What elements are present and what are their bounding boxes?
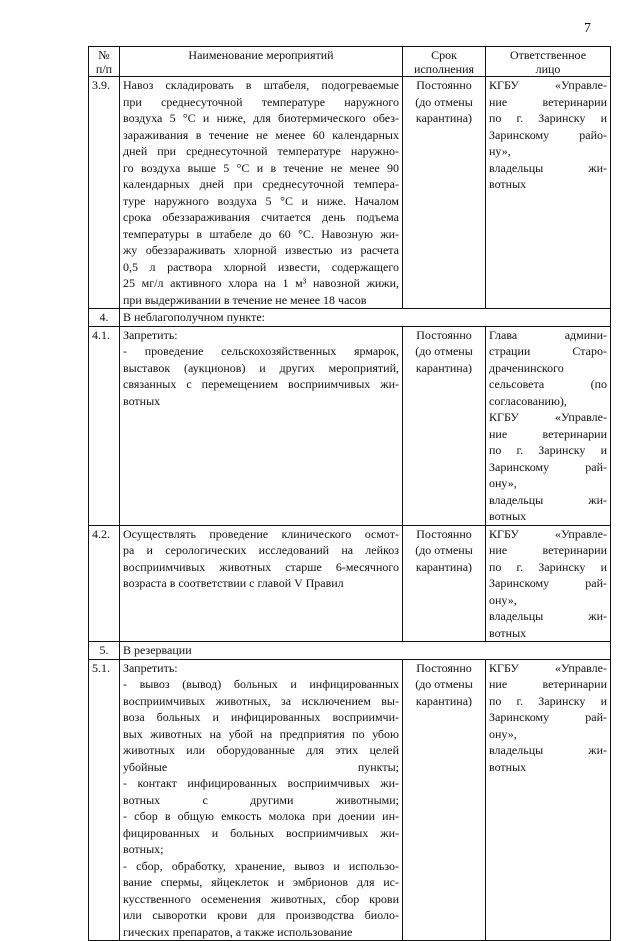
- term-text-line: Постоянно: [416, 660, 472, 675]
- measure-text-line: вотных: [123, 393, 161, 408]
- responsible-text-line: страции Старо-: [489, 344, 607, 358]
- section-row: [89, 642, 611, 660]
- measure-text-line: при выдерживании в течение не менее 18 часов: [123, 292, 367, 307]
- responsible-text-line: согласованию),: [489, 393, 567, 408]
- measure-text-line: туре наружного воздуха 5 °С и ниже. Началом: [123, 193, 399, 208]
- measure-text-line: температуры в штабеле до 60 °С. Навозную жи-: [123, 226, 399, 241]
- responsible-text-line: драченинского: [489, 360, 564, 375]
- responsible-text-line: по г. Заринску и: [489, 443, 607, 457]
- term-text-line: карантина): [415, 693, 473, 708]
- header-responsible: Ответственное лицо: [486, 47, 611, 77]
- responsible-text-line: Заринскому рай-: [489, 459, 607, 474]
- responsible-text-line: ну»,: [489, 144, 511, 158]
- term-text: [403, 525, 486, 642]
- responsible-text-line: Заринскому рай-: [489, 576, 607, 590]
- measure-text-line: гических препаратов, а также использование: [123, 924, 353, 939]
- responsible-text-line: ние ветеринарии: [489, 94, 607, 109]
- measure-text-line: Запретить:: [123, 327, 178, 342]
- measure-text-line: связанных с перемещением восприимчивых жи-: [123, 377, 399, 391]
- measure-text-line: - контакт инфицированных восприимчивых жи-: [123, 776, 399, 790]
- page-number: 7: [584, 21, 591, 36]
- measure-text-line: - сбор в общую емкость молока при доении ин-: [123, 809, 399, 823]
- responsible-text: [486, 326, 611, 525]
- responsible-text-line: владельцы жи-: [489, 743, 607, 757]
- responsible-text-line: сельсовета (по: [489, 377, 607, 391]
- measure-text-line: го воздуха выше 5 °С и в течение не менее 90: [123, 160, 399, 175]
- term-text-line: (до отмены: [415, 543, 473, 557]
- item-number: 4.1.: [89, 326, 120, 525]
- responsible-text-line: по г. Заринску и: [489, 111, 607, 125]
- header-number: № п/п: [89, 47, 120, 77]
- term-text-line: Постоянно: [416, 327, 472, 342]
- measure-text-line: - проведение сельскохозяйственных ярмарок,: [123, 344, 399, 358]
- measure-text-line: вотных с другими животными;: [123, 792, 399, 807]
- section-number: 5.: [89, 642, 120, 660]
- responsible-text-line: КГБУ «Управле-: [489, 660, 607, 675]
- responsible-text-line: КГБУ «Управле-: [489, 526, 607, 541]
- responsible-text-line: Глава админи-: [489, 327, 607, 342]
- section-number: 4.: [89, 309, 120, 327]
- responsible-text-line: по г. Заринску и: [489, 693, 607, 708]
- term-text-line: (до отмены: [415, 344, 473, 358]
- measure-text-line: - сбор, обработку, хранение, вывоз и использо-: [123, 858, 399, 873]
- measure-text-line: - вывоз (вывод) больных и инфицированных: [123, 677, 399, 691]
- measure-text-line: календарных дней при среднесуточной темпера-: [123, 177, 399, 191]
- measure-text-line: воза больных и инфицированных восприимчи-: [123, 710, 399, 724]
- table-row: [89, 326, 611, 525]
- term-text-line: (до отмены: [415, 94, 473, 109]
- term-text: [403, 659, 486, 941]
- responsible-text-line: владельцы жи-: [489, 492, 607, 507]
- term-text: [403, 77, 486, 309]
- term-text-line: (до отмены: [415, 677, 473, 691]
- responsible-text-line: ону»,: [489, 592, 517, 607]
- responsible-text-line: вотных: [489, 625, 527, 640]
- measure-text: [120, 326, 403, 525]
- measure-text-line: фицированных и больных восприимчивых жи-: [123, 825, 399, 840]
- responsible-text-line: Заринскому райо-: [489, 127, 607, 142]
- measure-text-line: вание спермы, яйцеклеток и эмбрионов для ис-: [123, 875, 399, 889]
- measure-text: [120, 525, 403, 642]
- measure-text-line: Осуществлять проведение клинического осмот-: [123, 526, 399, 541]
- term-text-line: Постоянно: [416, 526, 472, 541]
- table-row: [89, 77, 611, 309]
- measure-text-line: Запретить:: [123, 660, 178, 675]
- table-row: [89, 525, 611, 642]
- responsible-text-line: владельцы жи-: [489, 609, 607, 623]
- term-text-line: карантина): [415, 559, 473, 574]
- responsible-text: [486, 525, 611, 642]
- term-text-line: Постоянно: [416, 78, 472, 92]
- measure-text-line: животных или оборудованные для этих целей: [123, 743, 399, 757]
- measure-text-line: ра и серологических исследований на лейкоз: [123, 543, 399, 557]
- table-header-row: [89, 47, 611, 77]
- measure-text-line: 25 мг/л активного хлора на 1 м³ навозной жижи,: [123, 276, 399, 290]
- responsible-text-line: ние ветеринарии: [489, 677, 607, 691]
- responsible-text-line: по г. Заринску и: [489, 559, 607, 574]
- measure-text-line: возраста в соответствии с главой V Правил: [123, 576, 344, 590]
- responsible-text-line: ону»,: [489, 476, 517, 490]
- responsible-text-line: вотных: [489, 177, 527, 191]
- responsible-text-line: ние ветеринарии: [489, 426, 607, 441]
- measure-text-line: убойные пункты;: [123, 759, 399, 774]
- responsible-text-line: КГБУ «Управле-: [489, 78, 607, 92]
- responsible-text-line: ону»,: [489, 726, 517, 741]
- measure-text-line: восприимчивых животных, за исключением вы-: [123, 693, 399, 708]
- measure-text-line: или сыворотки крови для производства биоло-: [123, 908, 399, 922]
- measure-text-line: жу обеззараживать хлорной известью из расчета: [123, 243, 399, 257]
- measure-text-line: зараживания в течение не менее 60 календарных: [123, 127, 399, 142]
- responsible-text-line: владельцы жи-: [489, 160, 607, 175]
- measure-text-line: выставок (аукционов) и других мероприятий,: [123, 360, 399, 375]
- table-row: [89, 659, 611, 941]
- responsible-text-line: КГБУ «Управле-: [489, 410, 607, 424]
- header-measure-name: Наименование мероприятий: [120, 47, 403, 77]
- term-text-line: карантина): [415, 360, 473, 375]
- measure-text-line: при среднесуточной температуре наружного: [123, 94, 399, 109]
- responsible-text-line: Заринскому рай-: [489, 710, 607, 724]
- measure-text-line: Навоз складировать в штабеля, подогреваемые: [123, 78, 399, 92]
- measures-table: [88, 46, 611, 941]
- measure-text-line: вотных;: [123, 842, 164, 856]
- item-number: 5.1.: [89, 659, 120, 941]
- table-body: [89, 77, 611, 941]
- header-term: Срок исполнения: [403, 47, 486, 77]
- item-number: 3.9.: [89, 77, 120, 309]
- measure-text: [120, 77, 403, 309]
- measure-text: [120, 659, 403, 941]
- responsible-text-line: ние ветеринарии: [489, 543, 607, 557]
- term-text-line: карантина): [415, 111, 473, 125]
- item-number: 4.2.: [89, 525, 120, 642]
- responsible-text: [486, 77, 611, 309]
- section-title: В резервации: [120, 642, 611, 660]
- section-row: [89, 309, 611, 327]
- responsible-text: [486, 659, 611, 941]
- responsible-text-line: вотных: [489, 509, 527, 523]
- responsible-text-line: вотных: [489, 759, 527, 774]
- section-title: В неблагополучном пункте:: [120, 309, 611, 327]
- measure-text-line: восприимчивых животных старше 6-месячного: [123, 559, 399, 574]
- measure-text-line: вых животных на убой на предприятия по убою: [123, 726, 399, 741]
- measure-text-line: 0,5 л раствора хлорной извести, содержащего: [123, 259, 399, 274]
- measure-text-line: дней при среднесуточной температуре наружно-: [123, 144, 399, 158]
- measure-text-line: воздуха 5 °С и ниже, для биотермического обез-: [123, 111, 399, 125]
- measure-text-line: кусственного осеменения животных, сбор крови: [123, 891, 399, 906]
- measure-text-line: срока обеззараживания считается день подъема: [123, 210, 399, 224]
- term-text: [403, 326, 486, 525]
